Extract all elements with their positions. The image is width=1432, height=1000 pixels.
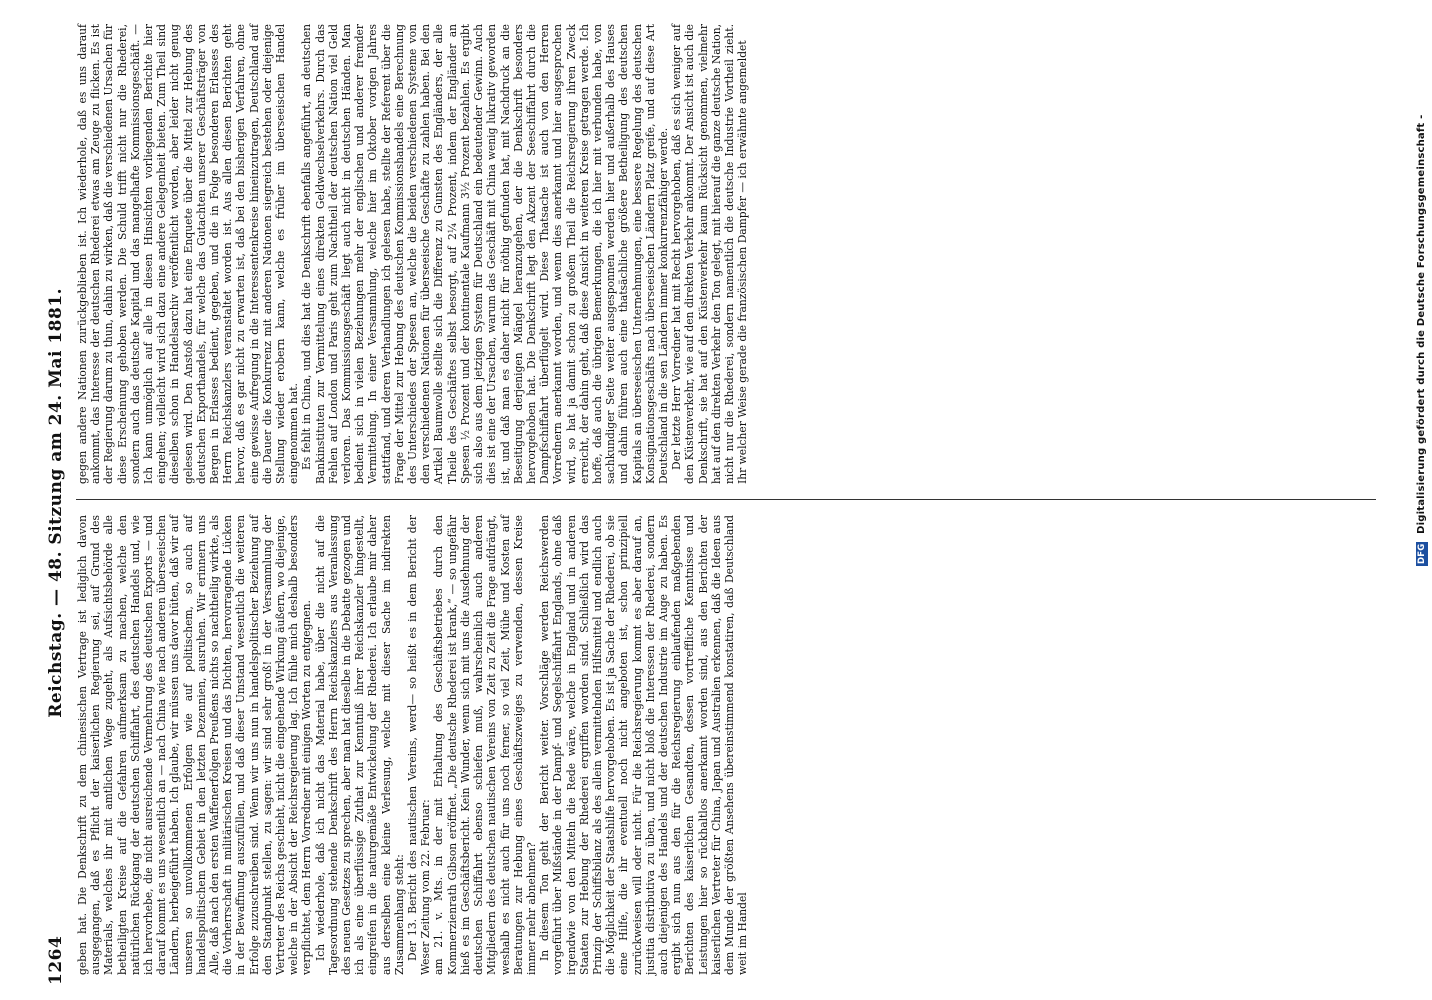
paragraph: geben hat. Die Denkschrift zu dem chinesischen Vertrage ist lediglich davon ausgegangen, daß es Pflicht der kaiserlichen Regierung sei, auf Grund des Materials, welches ihr mit amtlichen Wege zugeht, als Aufsichtsbehörde alle betheiligten Kreise auf die Gefahren aufmerksam zu machen, welche den natürlichen Rückgang der deutschen Schiffahrt, des deutschen Handels und, wie ich hervorhebe, die nicht ausreichende Vermehrung des deutschen Exports — und darauf kommt es uns wesentlich an — nach China wie nach anderen überseeischen Ländern, herbeigeführt haben. Ich glaube, wir müssen uns davor hüten, daß wir auf unseren so unvollkommenen Erfolgen wie auf politischem, so auch auf handelspolitischem Gebiet in den letzten Dezennien, ausruhen. Wir erinnern uns Alle, daß nach den ersten Waffenerfolgen Preußens nichts so nachtheilig wirkte, als die Vorherrschaft in militärischen Kreisen und das Dichten, hervorragende Lücken in der Bewaffnung auszufüllen, und daß dieser Umstand wesentlich die weiteren Erfolge zuzuschreiben sind. Wenn wir uns nun in handelspolitischer Beziehung auf den Standpunkt stellen, zu sagen: wir sind sehr groß! in der Versammlung der Vertreter des Reichs geschieht, nicht die eingehende Wirkung äußern, wo diejenige, welche in der Absicht der Reichsregierung lag. Ich fühle mich deshalb besonders verpflichtet, dem Herrn Vorredner mit einigen Worten zu entgegnen. (76, 515, 314, 975)
dfg-badge: DFG (1417, 543, 1427, 564)
quoted-paragraph: am 21. v. Mts. in der mit Erhaltung des Geschäftsbetriebes durch den Kommerzienrath Gibson eröffnet. „Die deutsche Rhederei ist krank,“ — so ungefähr hieß es im Geschäftsbericht. Kein Wunder, wenn sich mit uns die Ausdehnung der deutschen Schiffahrt ebenso schiefen muß, wahrscheinlich auch anderen Mitgliedern des deutschen nautischen Vereins von Zeit zu Zeit die Frage aufdrängt, weshalb es nicht auch für uns noch ferner, so viel Zeit, Mühe und Kosten auf Beratungen zur Hebung eines Geschäftszweiges zu verwenden, dessen Kreise immer mehr abnehmen? (432, 515, 538, 975)
paragraph: Ich wiederhole, daß ich nicht das Material habe, über die nicht auf die Tagesordnung stehende Denkschrift des Herrn Reichskanzlers aus Veranlassung des neuen Gesetzes zu sprechen, aber man hat dieselbe in die Debatte gezogen und ich als eine überflüssige Zuthat zur Kenntniß ihrer Reichskanzler hingestellt, eingreifen in die naturgemäße Entwickelung der Rhederei. Ich erlaube mir daher aus derselben eine kleine Verlesung, welche mit dieser Sache im indirekten Zusammenhang steht: (313, 515, 406, 975)
paragraph: Es fehlt in China, und dies hat die Denkschrift ebenfalls angeführt, an deutschen Bankinstituten zur Vermittelung eines direkten Geldwechselverkehrs. Durch das Fehlen auf London und Paris geht zum Nachtheil der deutschen Nation viel Geld verloren. Das Kommissionsgeschäft liegt auch nicht in deutschen Händen. Man bedient sich in vielen Beziehungen mehr der englischen und anderer fremder Vermittelung. In einer Versammlung, welche hier im Oktober vorigen Jahres stattfand, und deren Verhandlungen ich gelesen habe, stellte der Referent über die Frage der Mittel zur Hebung des deutschen Kommissionshandels eine Berechnung des Unterschiedes der Spesen an, welche die beiden verschiedenen Systeme von den verschiedenen Nationen für überseeische Geschäfte zu zahlen haben. Bei den Artikel Baumwolle stellte sich die Differenz zu Gunsten des Engländers, der alle Theile des Geschäftes selbst besorgt, auf 2¼ Prozent, indem der Engländer an Spesen ½ Prozent und der kontinentale Kaufmann 3½ Prozent bezahlen. Es ergibt sich also aus dem jetzigen System für Deutschland ein bedeutender Gewinn. Auch dies ist eine der Ursachen, warum das Geschäft mit China wenig lukrativ geworden ist, und daß man es daher nicht für nöthig gefunden hat, mit Nachdruck an die Beseitigung derjenigen Mängel heranzugehen, der die Denkschrift besonders hervorgehoben hat. Die Denkschrift legt den Akzent der Seeschiffahrt durch die Dampfschiffahrt überflügelt wird. Diese Thatsache ist auch von den Herren Vorrednern anerkannt worden, und wenn dies anerkannt und hier ausgesprochen wird, so hat ja damit schon zu großem Theil die Reichsregierung ihren Zweck erreicht, der dahin geht, daß diese Ansicht in weiteren Kreise getragen werde. Ich hoffe, daß auch die übrigen Bemerkungen, die ich hier mit verbunden habe, von sachkundiger Seite weiter ausgesponnen werden hier und außerhalb des Hauses und dahin führen auch eine thatsächliche größere Betheiligung des deutschen Kapitals an überseeischen Unternehmungen, eine bessere Regelung des deutschen Konsignationsgeschäfts nach überseeischen Ländern Platz greife, und auf diese Art Deutschland in die sen Ländern immer konkurrenzfähiger werde. (300, 24, 670, 484)
right-column (76, 14, 1376, 494)
running-title: Reichstag. — 48. Sitzung am 24. Mai 1881. (46, 287, 66, 718)
paragraph: gegen andere Nationen zurückgeblieben ist. Ich wiederhole, daß es uns darauf ankommt, das Interesse der deutschen Rhederei etwas am Zeuge zu flicken. Es ist der Regierung darum zu thun, dahin zu wirken, daß die verschiedenen Ursachen für diese Erscheinung gehoben werden. Die Schuld trifft nicht nur die Rhederei, sondern auch das deutsche Kapital und das mangelhafte Kommissionsgeschäft. — Ich kann unmöglich auf alle in diesen Hinsichten vorliegenden Berichte hier eingehen; vielleicht wird sich dazu eine andere Gelegenheit bieten. Zum Theil sind dieselben schon in Handelsarchiv veröffentlicht worden, aber leider nicht genug gelesen wird. Den Anstoß dazu hat eine Enquete über die Mittel zur Hebung des deutschen Exporthandels, für welche das Gutachten unserer Geschäftsträger von Bergen in Erlasses bedient, gegeben, und die in Folge besonderen Erlasses des Herrn Reichskanzlers veranstaltet worden ist. Aus allen diesen Berichten geht hervor, daß es gar nicht zu erwarten ist, daß bei den bisherigen Verfahren, ohne eine gewisse Aufregung in die Interessentenkreise hineinzutragen, Deutschland auf die Dauer die Konkurrenz mit anderen Nationen siegreich bestehen oder diejenige Stellung wieder erobern kann, welche es früher im überseeischen Handel eingenommen hat. (76, 24, 301, 484)
paragraph: Der letzte Herr Vorredner hat mit Recht hervorgehoben, daß es sich weniger auf den Küstenverkehr, wie auf den direkten Verkehr ankommt. Der Ansicht ist auch die Denkschrift, sie hat auf den Küstenverkehr kaum Rücksicht genommen, vielmehr hat auf den direkten Verkehr den Ton gelegt, mit hierauf die ganze deutsche Nation, nicht nur die Rhederei, sondern namentlich die deutsche Industrie Vortheil zieht. Ihr welcher Weise gerade die französischen Dampfer — ich erwähnte angemeldet (670, 24, 750, 484)
column-divider (76, 499, 1376, 500)
digitization-credit (1416, 6, 1428, 566)
left-column (76, 505, 1376, 985)
credit-text: Digitalisierung gefördert durch die Deutsche Forschungsgemeinschaft - (1416, 114, 1427, 534)
document-page (38, 0, 1398, 995)
page-header (46, 10, 76, 985)
paragraph: In diesem Ton geht der Bericht weiter. Vorschläge werden Reichswerden vorgeführt über Mißstände in der Dampf- und Segelschiffahrt Englands, ohne daß irgendwie von den Mitteln die Rede wäre, welche in England und in anderen Staaten zur Hebung der Rhederei ergriffen worden sind. Schließlich wird das Prinzip der Schiffsbilanz als des allein vermittelnden Hilfsmittel und endlich auch die Möglichkeit der Staatshilfe hervorgehoben. Es ist ja Sache der Rhederei, ob sie eine Hilfe, die ihr eventuell noch nicht angeboten ist, schon prinzipiell zurückweisen will oder nicht. Für die Reichsregierung kommt es aber darauf an, justitia distributiva zu üben, und nicht bloß die Interessen der Rhederei, sondern auch diejenigen des Handels und der deutschen Industrie im Auge zu haben. Es ergibt sich nun aus den für die Reichsregierung einlaufenden maßgebenden Berichten des kaiserlichen Gesandten, dessen vortreffliche Kenntnisse und Leistungen hier so rückhaltlos anerkannt worden sind, aus den Berichten der kaiserlichen Vertreter für China, Japan und Australien erkennen, daß die Ideen aus dem Munde der größten Ansehens übereinstimmend konstatiren, daß Deutschland weit im Handel (538, 515, 750, 975)
paragraph: Der 13. Bericht des nautischen Vereins, werd— so heißt es in dem Bericht der Weser Zeitung vom 22. Februar: (406, 515, 433, 975)
text-columns (76, 10, 1376, 985)
page-number: 1264 (46, 935, 66, 985)
